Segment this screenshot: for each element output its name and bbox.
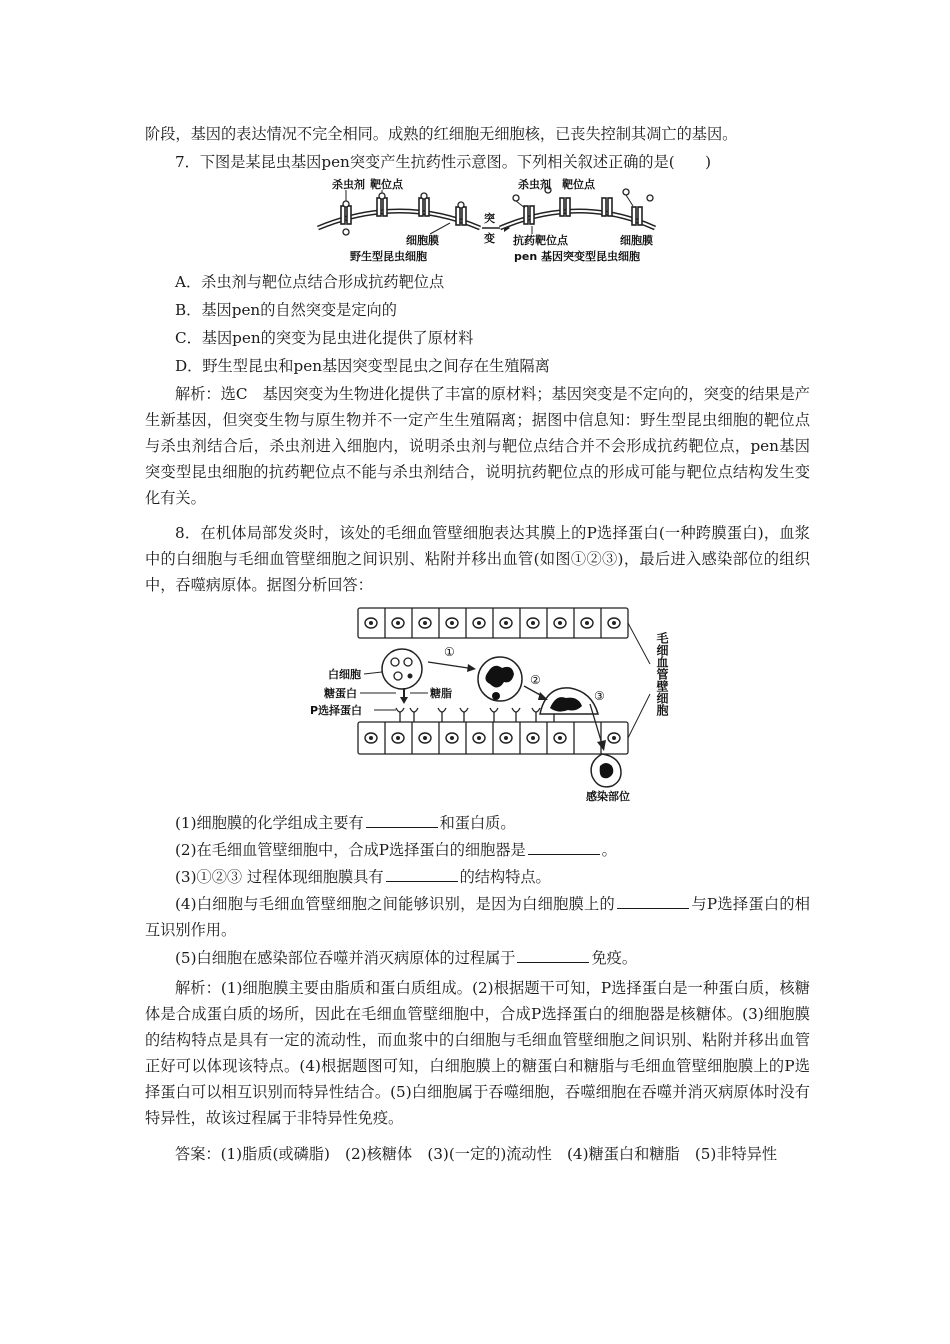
label-glycolipid: 糖脂 bbox=[430, 687, 452, 700]
q7-option-b: B．基因pen的自然突变是定向的 bbox=[175, 301, 397, 319]
lead-line: 阶段，基因的表达情况不完全相同。成熟的红细胞无细胞核，已丧失控制其凋亡的基因。 bbox=[145, 125, 738, 143]
q8-q2-pre: (2)在毛细血管壁细胞中，合成P选择蛋白的细胞器是 bbox=[175, 841, 526, 859]
q7-option-a: A．杀虫剂与靶位点结合形成抗药靶位点 bbox=[175, 273, 445, 291]
q8-q5-post: 免疫。 bbox=[591, 949, 638, 967]
step2-label: ② bbox=[530, 673, 541, 687]
fig1-mutation-bottom: 变 bbox=[484, 232, 495, 245]
q8-q1-pre: (1)细胞膜的化学组成主要有 bbox=[175, 814, 364, 832]
q8-q3-blank[interactable] bbox=[386, 867, 458, 882]
arrow-step2 bbox=[524, 686, 542, 696]
capillary-bracket bbox=[628, 623, 650, 738]
fig1-caption-left: 野生型昆虫细胞 bbox=[350, 250, 427, 263]
fig1-insecticide-label: 杀虫剂 bbox=[332, 178, 365, 191]
q8-q4-post: 与P选择蛋白的相互识别作用。 bbox=[145, 895, 810, 939]
q8-answer: 答案：(1)脂质(或磷脂) (2)核糖体 (3)(一定的)流动性 (4)糖蛋白和糖脂 (5)非特异性 bbox=[175, 1145, 778, 1163]
q8-q3-pre: (3)①②③ 过程体现细胞膜具有 bbox=[175, 868, 384, 886]
label-white-cell: 白细胞 bbox=[328, 668, 361, 681]
fig1-caption-right: pen 基因突变型昆虫细胞 bbox=[514, 250, 640, 263]
q8-q1-post: 和蛋白质。 bbox=[439, 814, 516, 832]
q8-q4-pre: (4)白细胞与毛细血管壁细胞之间能够识别，是因为白细胞膜上的 bbox=[175, 895, 616, 913]
q8-q3-post: 的结构特点。 bbox=[459, 868, 551, 886]
q8-stem: 8．在机体局部发炎时，该处的毛细血管壁细胞表达其膜上的P选择蛋白(一种跨膜蛋白)，血浆中的白细胞与毛细血管壁细胞之间识别、粘附并移出血管(如图①②③)，最后进入感染部位的组织中，吞噬病原体。据图分析回答： bbox=[145, 524, 810, 594]
q8-question-4 bbox=[145, 891, 810, 943]
label-p-selectin: P选择蛋白 bbox=[310, 704, 363, 717]
fig1-membrane-left-label: 细胞膜 bbox=[406, 234, 439, 247]
white-cell-1 bbox=[382, 649, 422, 704]
white-cell-2 bbox=[478, 657, 522, 701]
q8-q5-blank[interactable] bbox=[517, 948, 589, 963]
q8-q2-post: 。 bbox=[601, 841, 617, 859]
fig1-target-label-right: 靶位点 bbox=[562, 178, 595, 191]
q7-option-c: C．基因pen的突变为昆虫进化提供了原材料 bbox=[175, 329, 474, 347]
white-cell-3 bbox=[540, 688, 598, 714]
q7-option-d: D．野生型昆虫和pen基因突变型昆虫之间存在生殖隔离 bbox=[175, 357, 550, 375]
q8-q2-blank[interactable] bbox=[528, 840, 600, 855]
pen-mutation-figure bbox=[310, 176, 660, 264]
q7-analysis: 解析：选C 基因突变为生物进化提供了丰富的原材料；基因突变是不定向的，突变的结果是产生新基因，但突变生物与原生物并不一定产生生殖隔离；据图中信息知：野生型昆虫细胞的靶位点与杀虫剂结合后，杀虫剂进入细胞内，说明杀虫剂与靶位点结合并不会形成抗药靶位点，pen基因突变型昆虫细胞的抗药靶位点不能与杀虫剂结合，说明抗药靶位点的形成可能与靶位点结构发生变化有关。 bbox=[145, 385, 810, 507]
fig1-target-label: 靶位点 bbox=[370, 178, 403, 191]
q8-question-5 bbox=[145, 945, 810, 971]
step1-label: ① bbox=[444, 645, 455, 659]
leukocyte-figure bbox=[310, 604, 690, 804]
fig1-membrane-right-label: 细胞膜 bbox=[620, 234, 653, 247]
fig1-insecticide-label-right: 杀虫剂 bbox=[518, 178, 551, 191]
label-capillary-wall: 毛细血管壁细胞 bbox=[655, 632, 669, 716]
q8-question-2 bbox=[145, 837, 810, 863]
q8-analysis: 解析：(1)细胞膜主要由脂质和蛋白质组成。(2)根据题干可知，P选择蛋白是一种蛋白质，核糖体是合成蛋白质的场所，因此在毛细血管壁细胞中，合成P选择蛋白的细胞器是核糖体。(3)细胞膜的结构特点是具有一定的流动性，而血浆中的白细胞与毛细血管壁细胞之间识别、粘附并移出血管正好可以体现该特点。(4)根据题图可知，白细胞膜上的糖蛋白和糖脂与毛细血管壁细胞膜上的P选择蛋白可以相互识别而特异性结合。(5)白细胞属于吞噬细胞，吞噬细胞在吞噬并消灭病原体时没有特异性，故该过程属于非特异性免疫。 bbox=[145, 979, 810, 1127]
fig1-resistant-label: 抗药靶位点 bbox=[513, 234, 568, 247]
white-cell-4 bbox=[591, 754, 621, 787]
q8-q1-blank[interactable] bbox=[366, 813, 438, 828]
q8-q5-pre: (5)白细胞在感染部位吞噬并消灭病原体的过程属于 bbox=[175, 949, 516, 967]
q8-q4-blank[interactable] bbox=[617, 894, 689, 909]
step3-label: ③ bbox=[594, 689, 605, 703]
fig1-mutation-top: 突 bbox=[484, 212, 495, 225]
p-selectin-receptors bbox=[396, 708, 558, 722]
label-glycoprotein: 糖蛋白 bbox=[324, 687, 357, 700]
q7-stem: 7．下图是某昆虫基因pen突变产生抗药性示意图。下列相关叙述正确的是( ) bbox=[175, 153, 712, 171]
arrow-step1 bbox=[428, 662, 468, 668]
q8-question-3 bbox=[145, 864, 810, 890]
q8-question-1 bbox=[145, 810, 810, 836]
label-infection-site: 感染部位 bbox=[586, 790, 630, 803]
